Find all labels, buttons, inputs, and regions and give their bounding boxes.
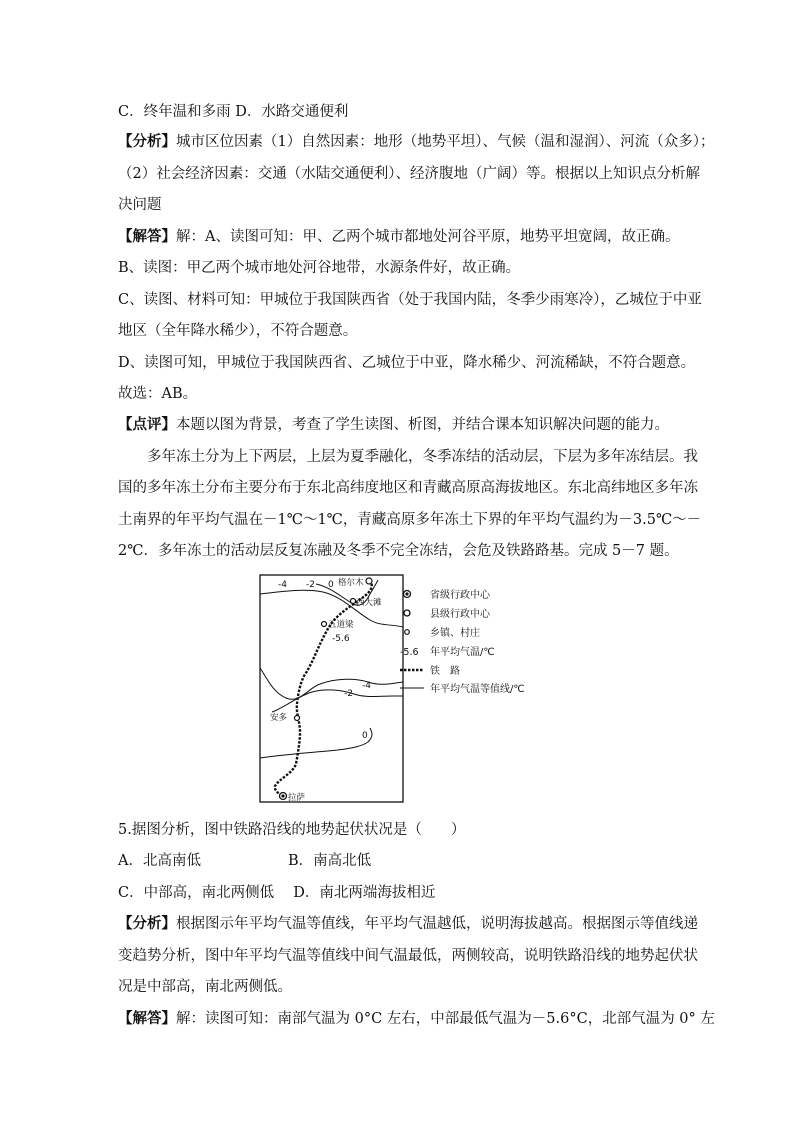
legend-provincial-label: 省级行政中心 <box>430 590 490 601</box>
isotherm-label: -4 <box>278 580 287 590</box>
text-line: 国的多年冻土分布主要分布于东北高纬度地区和青藏高原高海拔地区。东北高纬地区多年冻 <box>118 480 698 496</box>
isotherm-label: -2 <box>344 689 353 699</box>
analysis-tag: 【分析】 <box>118 915 176 932</box>
option-line: C．中部高，南北两侧低 D．南北两端海拔相近 <box>118 885 436 901</box>
map-frame <box>260 575 403 802</box>
town-marker <box>351 599 356 604</box>
town-marker <box>295 716 300 721</box>
isotherm-line <box>260 668 403 699</box>
option-line: A．北高南低 B．南高北低 <box>118 853 372 869</box>
text-line: （2）社会经济因素：交通（水陆交通便利）、经济腹地（广阔）等。根据以上知识点分析解 <box>118 166 700 182</box>
isotherm-line <box>260 728 372 758</box>
isotherm-line <box>272 690 403 712</box>
answer-line: 【解答】解：读图可知：南部气温为 0°C 左右，中部最低气温为－5.6°C，北部气温为 0° 左 <box>118 1010 715 1027</box>
legend-temp-label: 年平均气温/℃ <box>430 647 495 658</box>
place-label-anduo: 安多 <box>270 713 288 723</box>
isotherm-label: -2 <box>306 580 315 590</box>
text-line: 多年冻土分为上下两层，上层为夏季融化，冬季冻结的活动层，下层为多年冻结层。我 <box>118 449 698 465</box>
text-line: 决问题 <box>118 197 162 213</box>
legend-county-symbol <box>404 610 410 616</box>
map-legend <box>400 588 525 695</box>
text-line: 况是中部高，南北两侧低。 <box>118 979 292 995</box>
legend-isotherm-label: 年平均气温等值线/℃ <box>430 684 525 695</box>
isotherm-label: -4 <box>362 681 371 691</box>
legend-town-symbol <box>405 630 410 635</box>
text-line: B、读图：甲乙两个城市地处河谷地带，水源条件好，故正确。 <box>118 260 521 276</box>
question-line: 5.据图分析，图中铁路沿线的地势起伏状况是（ ） <box>118 822 466 838</box>
answer-tag: 【解答】 <box>118 1010 176 1027</box>
place-label-lhasa: 拉萨 <box>288 793 306 803</box>
county-center-marker <box>366 578 372 584</box>
legend-county-label: 县级行政中心 <box>430 609 490 620</box>
comment-line: 【点评】本题以图为背景，考查了学生读图、析图，并结合课本知识解决问题的能力。 <box>118 416 669 433</box>
text-line: D、读图可知，甲城位于我国陕西省、乙城位于中亚，降水稀少、河流稀缺，不符合题意。 <box>118 355 696 371</box>
text-line: 地区（全年降水稀少），不符合题意。 <box>118 323 358 339</box>
text-line: 故选：AB。 <box>118 386 198 402</box>
railway-line <box>275 580 372 796</box>
place-label-xidatan: 西大滩 <box>356 598 382 608</box>
text-line: 变趋势分析，图中年平均气温等值线中间气温最低，两侧较高，说明铁路沿线的地势起伏状 <box>118 948 698 964</box>
text-line: 2℃．多年冻土的活动层反复冻融及冬季不完全冻结，会危及铁路路基。完成 5－7 题。 <box>118 543 679 559</box>
place-label-wudaoliang: 五道梁 <box>328 620 354 630</box>
isotherm-label: 0 <box>362 731 368 741</box>
answer-line: 【解答】解：A、读图可知：甲、乙两个城市都地处河谷平原，地势平坦宽阔，故正确。 <box>118 228 680 245</box>
text-line: C．终年温和多雨 D．水路交通便利 <box>118 104 349 120</box>
analysis-line: 【分析】城市区位因素（1）自然因素：地形（地势平坦）、气候（温和湿润）、河流（众多）； <box>118 133 715 150</box>
permafrost-map-figure <box>258 572 548 805</box>
legend-town-label: 乡镇、村庄 <box>430 628 480 639</box>
analysis-line: 【分析】根据图示年平均气温等值线，年平均气温越低，说明海拔越高。根据图示等值线递 <box>118 915 698 932</box>
place-label-geermu: 格尔木 <box>338 578 364 588</box>
legend-provincial-dot <box>405 592 408 595</box>
legend-temp-value: -5.6 <box>400 647 419 658</box>
answer-tag: 【解答】 <box>118 228 176 245</box>
provincial-center-dot <box>281 794 284 797</box>
comment-tag: 【点评】 <box>118 416 176 433</box>
text-line: C、读图、材料可知：甲城位于我国陕西省（处于我国内陆，冬季少雨寒冷），乙城位于中亚 <box>118 292 702 308</box>
isotherm-label: 0 <box>328 580 334 590</box>
analysis-tag: 【分析】 <box>118 133 176 150</box>
min-temp-label: -5.6 <box>332 634 350 644</box>
permafrost-map <box>258 572 548 805</box>
town-marker <box>322 622 327 627</box>
legend-railway-label: 铁 路 <box>430 666 460 677</box>
text-line: 土南界的年平均气温在－1℃～1℃，青藏高原多年冻土下界的年平均气温约为－3.5℃～－ <box>118 512 702 528</box>
